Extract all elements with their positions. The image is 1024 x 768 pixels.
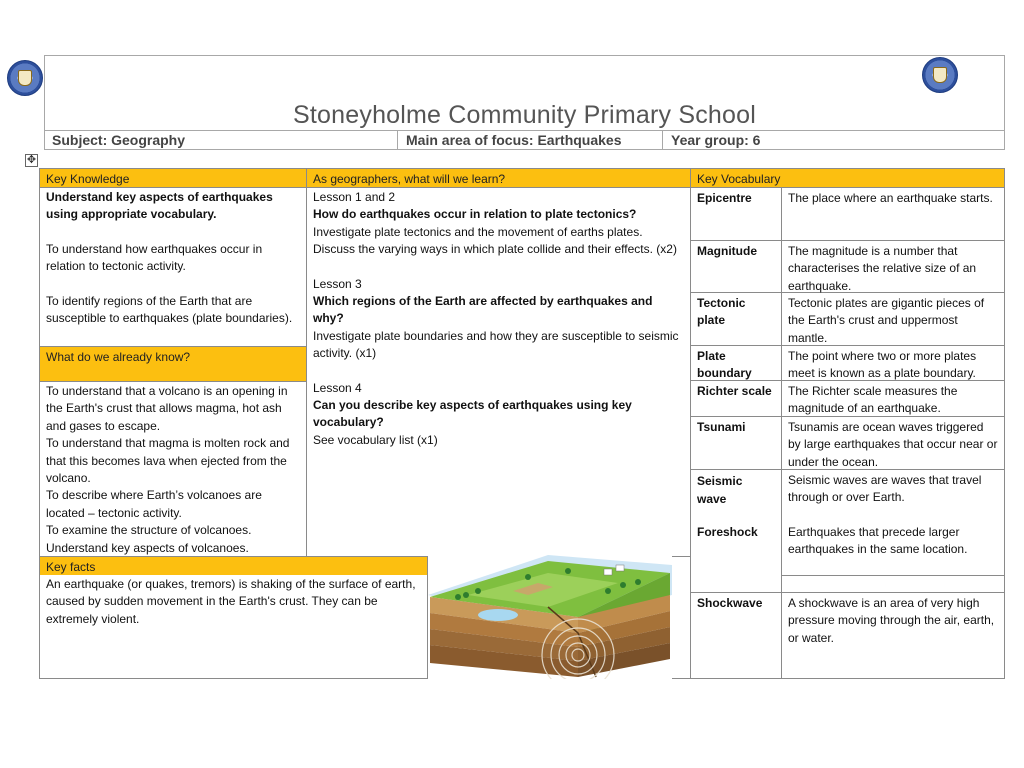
vocab-definition: Tectonic plates are gigantic pieces of the Earth's crust and uppermost mantle.	[782, 293, 1004, 346]
key-knowledge-item: To identify regions of the Earth that are susceptible to earthquakes (plate boundaries).	[46, 293, 293, 326]
school-logo-left	[7, 60, 43, 96]
key-facts-text: An earthquake (or quakes, tremors) is shaking of the surface of earth, caused by sudden movement in the Earth's crust. They can be extremely violent.	[40, 575, 428, 678]
divider	[782, 575, 1004, 576]
earthquake-illustration	[428, 555, 672, 679]
lesson-question: Can you describe key aspects of earthquakes using key vocabulary?	[313, 398, 632, 430]
already-know-item: To examine the structure of volcanoes.	[46, 523, 252, 538]
vocab-definition: The place where an earthquake starts.	[782, 188, 1004, 241]
already-know-item: To understand that magma is molten rock and that this becomes lava when ejected from the volcano.	[46, 436, 290, 486]
learn-content	[307, 188, 691, 556]
lesson-title: Lesson 4	[313, 380, 362, 395]
subject-label: Subject: Geography	[44, 131, 398, 150]
table-move-handle-icon[interactable]: ✥	[26, 154, 37, 166]
lesson-detail: Investigate plate boundaries and how they are susceptible to seismic activity. (x1)	[313, 328, 679, 361]
school-title: Stoneyholme Community Primary School	[293, 101, 756, 129]
vocab-definition: Seismic waves are waves that travel through or over Earth.	[788, 473, 982, 505]
lesson-title: Lesson 1 and 2	[313, 190, 396, 204]
vocab-term: Seismic wave	[697, 474, 743, 506]
lesson-question: How do earthquakes occur in relation to plate tectonics?	[313, 207, 637, 222]
key-facts-heading: Key facts	[40, 556, 428, 575]
vocab-term: Plate boundary	[691, 346, 781, 381]
already-know-heading: What do we already know?	[40, 346, 307, 381]
vocab-definition: The magnitude is a number that characterises the relative size of an earthquake.	[782, 241, 1004, 293]
focus-label: Main area of focus: Earthquakes	[398, 131, 663, 150]
vocab-term: Tsunami	[691, 417, 781, 470]
key-knowledge-item: Understand key aspects of earthquakes using appropriate vocabulary.	[46, 190, 273, 222]
info-row	[44, 130, 1005, 150]
vocab-term: Richter scale	[691, 381, 781, 417]
vocab-definition: The point where two or more plates meet is known as a plate boundary.	[782, 346, 1004, 381]
vocabulary-heading: Key Vocabulary	[691, 169, 1004, 188]
lesson-detail: Investigate plate tectonics and the movement of earths plates. Discuss the varying ways in which plate collide and their effects. (x2)	[313, 224, 677, 257]
key-knowledge-item: To understand how earthquakes occur in relation to tectonic activity.	[46, 241, 263, 274]
already-know-item: Understand key aspects of volcanoes.	[46, 540, 249, 555]
learn-heading: As geographers, what will we learn?	[307, 169, 691, 188]
vocab-term: Shockwave	[697, 596, 763, 610]
vocab-term: Epicentre	[691, 188, 781, 241]
vocab-definition: The Richter scale measures the magnitude of an earthquake.	[782, 381, 1004, 417]
already-know-item: To describe where Earth’s volcanoes are located – tectonic activity.	[46, 488, 262, 520]
year-group-label: Year group: 6	[671, 132, 761, 148]
already-know-item: To understand that a volcano is an opening in the Earth's crust that allows magma, hot ash and gases to escape.	[46, 384, 288, 433]
already-know-content	[40, 381, 307, 556]
lesson-detail: See vocabulary list (x1)	[313, 432, 438, 447]
vocab-definition: Earthquakes that precede larger earthquakes in the same location.	[788, 525, 968, 557]
key-knowledge-content	[40, 188, 307, 346]
lesson-title: Lesson 3	[313, 276, 362, 291]
vocab-term: Magnitude	[691, 241, 781, 293]
vocab-definition: A shockwave is an area of very high pressure moving through the air, earth, or water.	[788, 596, 995, 645]
vocab-definition: Tsunamis are ocean waves triggered by large earthquakes that occur near or under the ocean.	[782, 417, 1004, 470]
vocab-term: Tectonic plate	[691, 293, 781, 346]
lesson-question: Which regions of the Earth are affected by earthquakes and why?	[313, 294, 653, 326]
vocab-term: Foreshock	[697, 525, 758, 539]
key-knowledge-heading: Key Knowledge	[40, 169, 307, 188]
